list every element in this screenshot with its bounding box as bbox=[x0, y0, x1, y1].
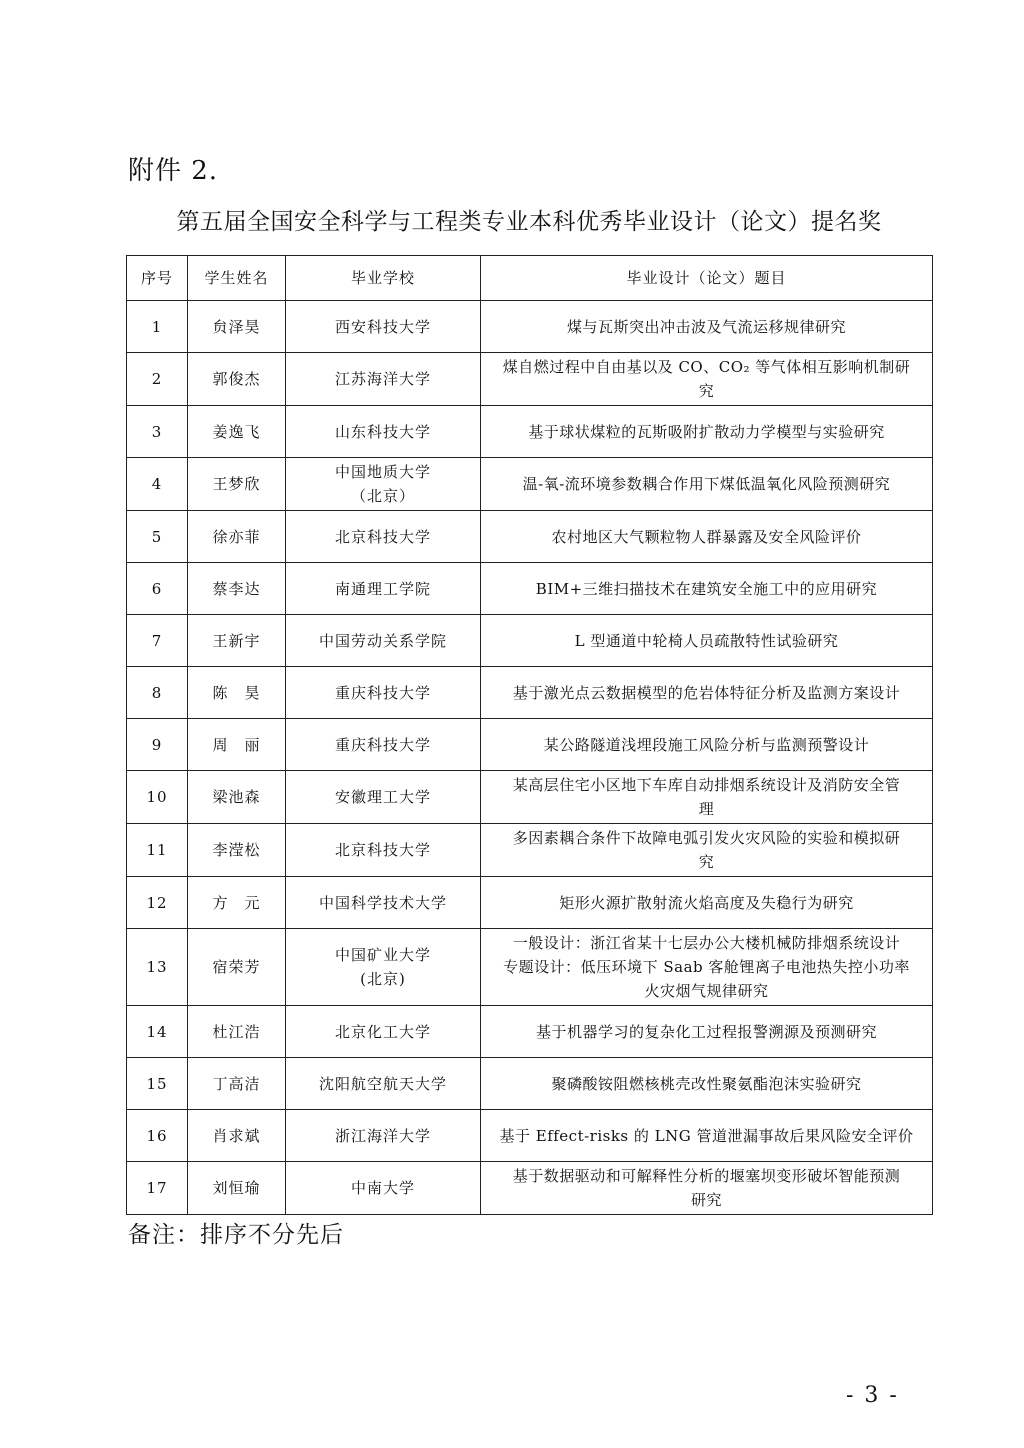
cell-thesis-title bbox=[481, 1058, 933, 1110]
table-row bbox=[127, 353, 933, 406]
school-line: 浙江海洋大学 bbox=[334, 1126, 431, 1145]
table-row bbox=[127, 1058, 933, 1110]
table-body bbox=[127, 301, 933, 1215]
cell-thesis-title bbox=[481, 719, 933, 771]
cell-student-name: 徐亦菲 bbox=[188, 511, 286, 563]
cell-thesis-title bbox=[481, 877, 933, 929]
cell-index: 14 bbox=[127, 1006, 188, 1058]
cell-index: 10 bbox=[127, 771, 188, 824]
school-line: 安徽理工大学 bbox=[334, 788, 431, 806]
thesis-line: BIM+三维扫描技术在建筑安全施工中的应用研究 bbox=[535, 579, 878, 598]
thesis-line: 某公路隧道浅埋段施工风险分析与监测预警设计 bbox=[543, 735, 870, 754]
cell-school bbox=[286, 771, 481, 824]
thesis-line: 聚磷酸铵阻燃核桃壳改性聚氨酯泡沫实验研究 bbox=[551, 1074, 862, 1093]
thesis-line: 究 bbox=[698, 853, 715, 871]
cell-index: 2 bbox=[127, 353, 188, 406]
cell-school bbox=[286, 719, 481, 771]
footnote: 备注：排序不分先后 bbox=[128, 1222, 344, 1248]
school-line: 重庆科技大学 bbox=[334, 683, 431, 702]
table-row bbox=[127, 1110, 933, 1162]
school-line: 北京科技大学 bbox=[334, 841, 431, 859]
cell-index: 3 bbox=[127, 406, 188, 458]
cell-index: 12 bbox=[127, 877, 188, 929]
cell-student-name: 蔡李达 bbox=[188, 563, 286, 615]
cell-student-name: 姜逸飞 bbox=[188, 406, 286, 458]
table-row bbox=[127, 406, 933, 458]
school-line: 中国劳动关系学院 bbox=[318, 631, 447, 650]
nominee-table bbox=[126, 255, 933, 1215]
school-line: 北京科技大学 bbox=[334, 527, 431, 546]
cell-school bbox=[286, 1058, 481, 1110]
cell-index: 1 bbox=[127, 301, 188, 353]
cell-thesis-title bbox=[481, 353, 933, 406]
cell-thesis-title bbox=[481, 929, 933, 1006]
cell-school bbox=[286, 615, 481, 667]
cell-student-name: 丁高洁 bbox=[188, 1058, 286, 1110]
school-line: 中国地质大学 bbox=[334, 463, 431, 481]
thesis-line: 多因素耦合条件下故障电弧引发火灾风险的实验和模拟研 bbox=[512, 829, 901, 847]
cell-school bbox=[286, 1006, 481, 1058]
cell-student-name: 陈 昊 bbox=[188, 667, 286, 719]
thesis-line: 煤与瓦斯突出冲击波及气流运移规律研究 bbox=[566, 317, 846, 336]
cell-index: 9 bbox=[127, 719, 188, 771]
cell-index: 13 bbox=[127, 929, 188, 1006]
school-line: 沈阳航空航天大学 bbox=[318, 1074, 447, 1093]
cell-student-name: 王新宇 bbox=[188, 615, 286, 667]
cell-thesis-title bbox=[481, 771, 933, 824]
cell-index: 6 bbox=[127, 563, 188, 615]
cell-student-name: 李滢松 bbox=[188, 824, 286, 877]
table-row bbox=[127, 929, 933, 1006]
cell-school bbox=[286, 353, 481, 406]
cell-school bbox=[286, 301, 481, 353]
table-row bbox=[127, 301, 933, 353]
page-number: - 3 - bbox=[846, 1383, 899, 1408]
cell-student-name: 郭俊杰 bbox=[188, 353, 286, 406]
cell-school bbox=[286, 824, 481, 877]
document-title: 第五届全国安全科学与工程类专业本科优秀毕业设计（论文）提名奖 bbox=[176, 209, 882, 235]
table-row bbox=[127, 1162, 933, 1215]
thesis-line: 基于 Effect-risks 的 LNG 管道泄漏事故后果风险安全评价 bbox=[499, 1126, 914, 1145]
cell-thesis-title bbox=[481, 511, 933, 563]
header-name: 学生姓名 bbox=[188, 256, 286, 301]
cell-school bbox=[286, 1162, 481, 1215]
thesis-line: 研究 bbox=[690, 1191, 722, 1209]
cell-student-name: 王梦欣 bbox=[188, 458, 286, 511]
table-row bbox=[127, 771, 933, 824]
thesis-line: L 型通道中轮椅人员疏散特性试验研究 bbox=[574, 631, 839, 650]
cell-index: 11 bbox=[127, 824, 188, 877]
thesis-line: 矩形火源扩散射流火焰高度及失稳行为研究 bbox=[559, 893, 854, 912]
table-row bbox=[127, 667, 933, 719]
cell-student-name: 宿荣芳 bbox=[188, 929, 286, 1006]
school-line: 山东科技大学 bbox=[334, 422, 431, 441]
school-line: （北京） bbox=[350, 487, 415, 505]
cell-school bbox=[286, 1110, 481, 1162]
thesis-line: 究 bbox=[698, 382, 715, 400]
table-row bbox=[127, 1006, 933, 1058]
cell-student-name: 杜江浩 bbox=[188, 1006, 286, 1058]
school-line: 中国矿业大学 bbox=[334, 946, 431, 964]
cell-thesis-title bbox=[481, 458, 933, 511]
cell-school bbox=[286, 667, 481, 719]
cell-school bbox=[286, 458, 481, 511]
cell-student-name: 贠泽昊 bbox=[188, 301, 286, 353]
cell-index: 16 bbox=[127, 1110, 188, 1162]
thesis-line: 煤自燃过程中自由基以及 CO、CO₂ 等气体相互影响机制研 bbox=[502, 358, 911, 376]
cell-index: 15 bbox=[127, 1058, 188, 1110]
school-line: 中南大学 bbox=[350, 1179, 415, 1197]
cell-school bbox=[286, 929, 481, 1006]
cell-index: 17 bbox=[127, 1162, 188, 1215]
table-row bbox=[127, 824, 933, 877]
cell-thesis-title bbox=[481, 667, 933, 719]
cell-school bbox=[286, 406, 481, 458]
cell-thesis-title bbox=[481, 1006, 933, 1058]
cell-thesis-title bbox=[481, 824, 933, 877]
school-line: 中国科学技术大学 bbox=[318, 893, 447, 912]
thesis-line: 某高层住宅小区地下车库自动排烟系统设计及消防安全管 bbox=[512, 776, 901, 794]
school-line: 江苏海洋大学 bbox=[334, 370, 431, 388]
cell-thesis-title bbox=[481, 563, 933, 615]
cell-index: 7 bbox=[127, 615, 188, 667]
table-row bbox=[127, 719, 933, 771]
thesis-line: 温-氧-流环境参数耦合作用下煤低温氧化风险预测研究 bbox=[522, 475, 891, 493]
table-row bbox=[127, 511, 933, 563]
table-row bbox=[127, 877, 933, 929]
thesis-line: 基于机器学习的复杂化工过程报警溯源及预测研究 bbox=[535, 1022, 877, 1041]
school-line: 西安科技大学 bbox=[334, 317, 431, 336]
cell-index: 4 bbox=[127, 458, 188, 511]
table-row bbox=[127, 615, 933, 667]
school-line: (北京) bbox=[360, 970, 406, 988]
cell-school bbox=[286, 563, 481, 615]
cell-index: 8 bbox=[127, 667, 188, 719]
cell-student-name: 肖求斌 bbox=[188, 1110, 286, 1162]
cell-student-name: 刘恒瑜 bbox=[188, 1162, 286, 1215]
thesis-line: 火灾烟气规律研究 bbox=[644, 982, 769, 1000]
cell-school bbox=[286, 877, 481, 929]
cell-thesis-title bbox=[481, 1162, 933, 1215]
thesis-line: 基于球状煤粒的瓦斯吸附扩散动力学模型与实验研究 bbox=[528, 422, 885, 441]
cell-thesis-title bbox=[481, 301, 933, 353]
thesis-line: 一般设计：浙江省某十七层办公大楼机械防排烟系统设计 bbox=[512, 934, 901, 952]
cell-student-name: 方 元 bbox=[188, 877, 286, 929]
header-thesis: 毕业设计（论文）题目 bbox=[481, 256, 933, 301]
attachment-label: 附件 2. bbox=[128, 156, 219, 186]
school-line: 北京化工大学 bbox=[334, 1022, 431, 1041]
cell-school bbox=[286, 511, 481, 563]
school-line: 南通理工学院 bbox=[334, 579, 431, 598]
thesis-line: 理 bbox=[698, 800, 715, 818]
thesis-line: 专题设计：低压环境下 Saab 客舱锂离子电池热失控小功率 bbox=[503, 958, 910, 976]
table-row bbox=[127, 563, 933, 615]
school-line: 重庆科技大学 bbox=[334, 735, 431, 754]
header-index: 序号 bbox=[127, 256, 188, 301]
cell-thesis-title bbox=[481, 406, 933, 458]
table-row bbox=[127, 458, 933, 511]
header-school: 毕业学校 bbox=[286, 256, 481, 301]
thesis-line: 基于激光点云数据模型的危岩体特征分析及监测方案设计 bbox=[512, 683, 901, 702]
cell-index: 5 bbox=[127, 511, 188, 563]
cell-student-name: 周 丽 bbox=[188, 719, 286, 771]
cell-thesis-title bbox=[481, 1110, 933, 1162]
table-header-row bbox=[127, 256, 933, 301]
cell-student-name: 梁池森 bbox=[188, 771, 286, 824]
thesis-line: 基于数据驱动和可解释性分析的堰塞坝变形破坏智能预测 bbox=[512, 1167, 901, 1185]
cell-thesis-title bbox=[481, 615, 933, 667]
thesis-line: 农村地区大气颗粒物人群暴露及安全风险评价 bbox=[551, 527, 862, 546]
